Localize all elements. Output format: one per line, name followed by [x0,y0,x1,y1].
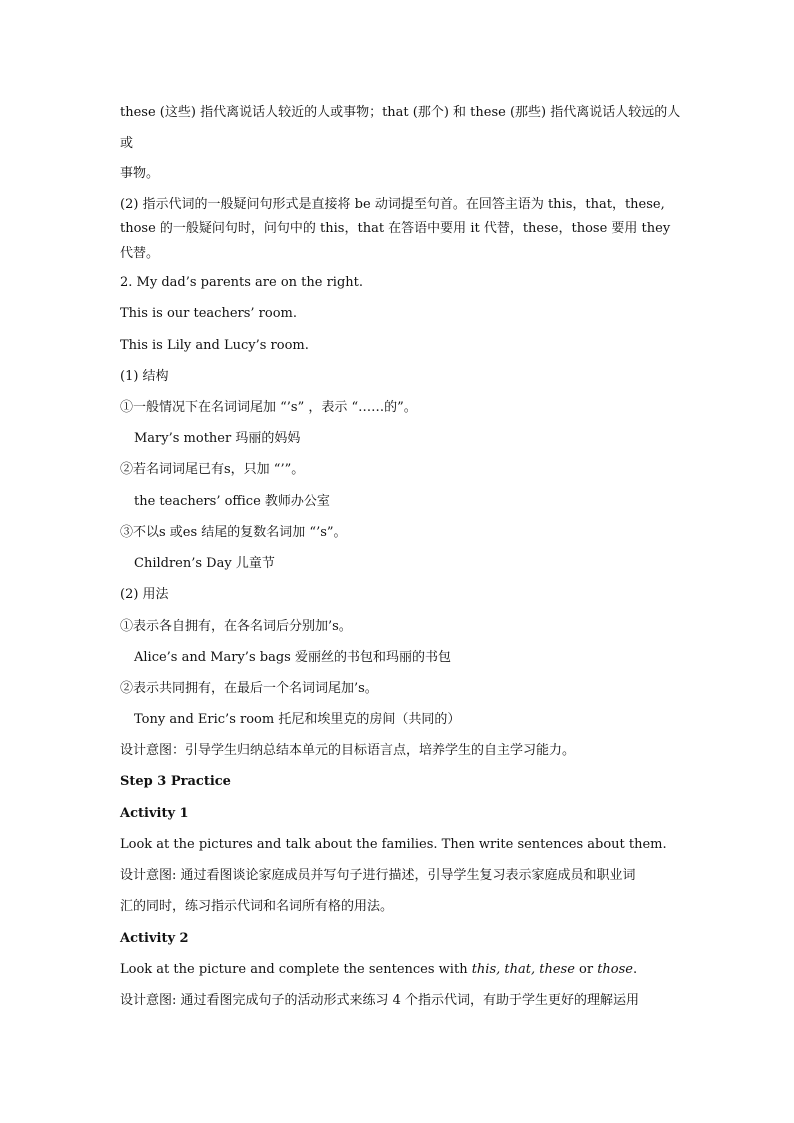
activity-heading: Activity 1 [120,806,189,821]
rule-example: Mary’s mother 玛丽的妈妈 [134,431,301,446]
rule-item: ①表示各自拥有，在各名词后分别加’s。 [120,619,352,634]
activity-instruction: Look at the pictures and talk about the families. Then write sentences about them. [120,837,667,852]
rule-item: ②若名词词尾已有s，只加 “’”。 [120,462,305,477]
design-intent: 汇的同时，练习指示代词和名词所有格的用法。 [120,899,394,914]
rule-item: ①一般情况下在名词词尾加 “’s” ，表示 “……的”。 [120,400,417,415]
section-heading: (1) 结构 [120,369,169,384]
rule-item: ③不以s 或es 结尾的复数名词加 “’s”。 [120,525,347,540]
step-heading: Step 3 Practice [120,774,231,789]
design-intent: 设计意图: 通过看图谈论家庭成员并写句子进行描述，引导学生复习表示家庭成员和职业词 [120,868,636,883]
paragraph-line: these (这些) 指代离说话人较近的人或事物；that (那个) 和 these (那些) 指代离说话人较远的人 [120,105,681,120]
instruction-text: . [633,962,638,977]
activity-instruction [120,961,637,979]
instruction-text: Look at the picture and complete the sentences with [120,962,472,977]
demonstratives-italic: this, that, these [471,962,575,977]
rule-item: ②表示共同拥有，在最后一个名词词尾加’s。 [120,681,378,696]
paragraph-line: (2) 指示代词的一般疑问句形式是直接将 be 动词提至句首。在回答主语为 this，that，these, [120,197,665,212]
rule-example: Alice’s and Mary’s bags 爱丽丝的书包和玛丽的书包 [134,650,451,665]
example-sentence: This is our teachers’ room. [120,306,298,321]
demonstrative-those-italic: those [597,962,633,977]
paragraph-line: those 的一般疑问句时，问句中的 this，that 在答语中要用 it 代替，these，those 要用 they [120,221,671,236]
paragraph-line: 或 [120,136,134,151]
section-heading: (2) 用法 [120,587,169,602]
design-intent: 设计意图: 通过看图完成句子的活动形式来练习 4 个指示代词，有助于学生更好的理解运用 [120,993,640,1008]
example-sentence: This is Lily and Lucy’s room. [120,338,309,353]
design-intent: 设计意图：引导学生归纳总结本单元的目标语言点，培养学生的自主学习能力。 [120,743,576,758]
rule-example: the teachers’ office 教师办公室 [134,494,330,509]
activity-heading: Activity 2 [120,931,189,946]
rule-example: Children’s Day 儿童节 [134,556,275,571]
paragraph-line: 事物。 [120,166,160,181]
rule-example: Tony and Eric’s room 托尼和埃里克的房间（共同的） [134,712,461,727]
paragraph-line: 代替。 [120,246,160,261]
instruction-text: or [574,962,598,977]
example-sentence: 2. My dad’s parents are on the right. [120,275,364,290]
